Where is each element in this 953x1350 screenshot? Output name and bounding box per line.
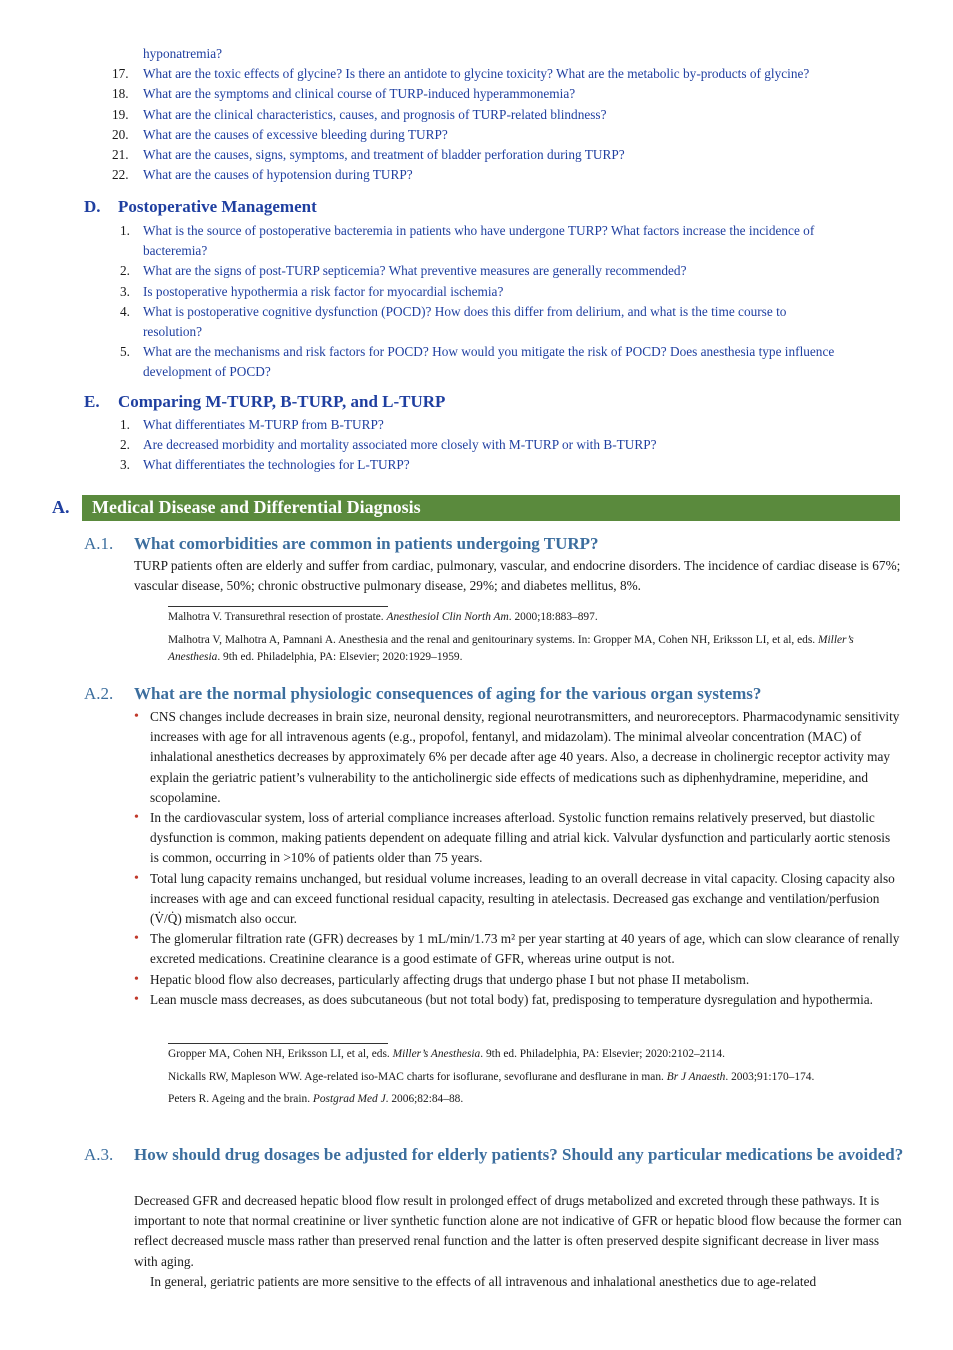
reference-text: Nickalls RW, Mapleson WW. Age-related iso-MAC charts for isoflurane, sevoflurane and desflurane in man.: [168, 1070, 667, 1083]
reference-journal: Postgrad Med J: [312, 1093, 386, 1106]
bullet-icon: •: [134, 971, 139, 987]
reference-item: [168, 632, 900, 667]
question-heading-a2: [84, 682, 904, 705]
question-text: What differentiates M-TURP from B-TURP?: [143, 417, 384, 432]
reference-journal: Miller’s Anesthesia: [168, 633, 854, 664]
question-title: What comorbidities are common in patients undergoing TURP?: [134, 534, 599, 553]
question-heading-a1: [84, 532, 904, 555]
list-item: [112, 105, 902, 125]
question-title: How should drug dosages be adjusted for elderly patients? Should any particular medications be avoided?: [134, 1145, 904, 1164]
question-number: A.1.: [84, 534, 114, 553]
question-text: What are the causes of excessive bleeding during TURP?: [143, 126, 448, 142]
bullet-text: Hepatic blood flow also decreases, particularly affecting drugs that undergo phase I but not phase II metabolism.: [150, 971, 750, 987]
question-number: 3.: [120, 283, 130, 299]
bullet-text: The glomerular filtration rate (GFR) decreases by 1 mL/min/1.73 m² per year starting at 40 years of age, which can slow clearance of renally excreted medications. Creatinine clearance is a good estimate of GFR, whereas urine output is not.: [150, 931, 900, 967]
reference-item: [168, 609, 900, 627]
reference-journal: Anesthesiol Clin North Am: [386, 611, 509, 623]
list-item: [120, 342, 910, 382]
reference-journal: Miller’s Anesthesia: [392, 1048, 481, 1060]
bullet-icon: •: [134, 709, 139, 724]
list-item: [120, 282, 910, 302]
question-number: 18.: [112, 86, 129, 102]
list-item: [134, 707, 902, 808]
list-item: [120, 221, 910, 261]
list-item: [120, 435, 910, 455]
question-continuation: development of POCD?: [143, 364, 271, 380]
list-item: [134, 808, 902, 869]
top-question-list: [112, 44, 902, 185]
answer-paragraph: Decreased GFR and decreased hepatic blood flow result in prolonged effect of drugs metabolized and excreted through these pathways. It is important to note that normal creatinine or liver synthetic function alone are not indicative of GFR or hepatic blood flow because the former can reflect decreased muscle mass rather than preserved renal function and the latter is often preserved despite significant decrease in liver mass with aging.: [134, 1193, 902, 1269]
reference-text: . 2000;18:883–897.: [508, 611, 598, 623]
list-item: [134, 869, 902, 930]
section-d-question-list: [120, 221, 910, 383]
answer-paragraph: TURP patients often are elderly and suffer from cardiac, pulmonary, vascular, and endocrine disorders. The incidence of cardiac disease is 67%; vascular disease, 50%; chronic obstructive pulmonary disease, 29%; and diabetes mellitus, 8%.: [134, 558, 901, 594]
list-item: [120, 455, 910, 475]
list-item: [120, 415, 910, 435]
question-number: 17.: [112, 66, 129, 82]
bullet-list: [134, 707, 902, 1010]
reference-text: Malhotra V. Transurethral resection of prostate.: [168, 611, 387, 623]
reference-text: . 2003;91:170–174.: [725, 1070, 815, 1083]
question-number: A.2.: [84, 684, 114, 703]
reference-text: . 9th ed. Philadelphia, PA: Elsevier; 2020:1929–1959.: [217, 651, 463, 664]
reference-text: . 2006;82:84–88.: [385, 1093, 464, 1106]
question-text: What are the causes, signs, symptoms, and treatment of bladder perforation during TURP?: [143, 147, 625, 163]
reference-text: Peters R. Ageing and the brain.: [168, 1093, 313, 1106]
question-number: 1.: [120, 417, 130, 432]
question-number: [112, 44, 143, 64]
list-item: [112, 64, 902, 84]
question-text: What is the source of postoperative bacteremia in patients who have undergone TURP? What factors increase the incidence of: [143, 223, 815, 238]
bullet-text: In the cardiovascular system, loss of arterial compliance increases afterload. Systolic function remains relatively preserved, but diastolic dysfunction is common, making patients dependent on adequate filling and atrial kick. Valvular dysfunction and particularly aortic stenosis is common, occurring in >10% of patients older than 75 years.: [150, 810, 891, 866]
answer-paragraph: In general, geriatric patients are more sensitive to the effects of all intravenous and inhalational anesthetics due to age-related: [150, 1274, 817, 1289]
question-text: What are the mechanisms and risk factors for POCD? How would you mitigate the risk of POCD? Does anesthesia type influence: [143, 344, 835, 360]
section-e-question-list: [120, 415, 910, 476]
section-letter: A.: [52, 497, 70, 517]
list-item: [134, 990, 902, 1010]
reference-divider: [168, 606, 388, 607]
bullet-icon: •: [134, 810, 139, 826]
bullet-text: CNS changes include decreases in brain size, neuronal density, regional neurotransmitters, and neuroreceptors. Pharmacodynamic sensitivity increases with age for all intravenous agents (e.g., propofol, fentanyl, and midazolam). The minimal alveolar concentration (MAC) of inhalational anesthetics decreases by approximately 6% per decade after age 40 years. Also, a decrease in cholinergic receptor activity may explain the geriatric patient’s vulnerability to the anticholinergic side effects of medications such as diphenhydramine, meperidine, and scopolamine.: [150, 709, 900, 805]
reference-item: [168, 1091, 900, 1109]
reference-text: Gropper MA, Cohen NH, Eriksson LI, et al, eds.: [168, 1048, 393, 1060]
reference-list: [168, 1043, 900, 1114]
question-number: 5.: [120, 344, 130, 360]
question-number: 3.: [120, 457, 130, 473]
list-item: [112, 84, 902, 104]
question-text: What are the signs of post-TURP septicemia? What preventive measures are generally recommended?: [143, 263, 687, 279]
list-item: [112, 145, 902, 165]
section-title: Comparing M-TURP, B-TURP, and L-TURP: [118, 392, 446, 411]
reference-journal: Br J Anaesth: [666, 1070, 726, 1083]
section-title: Postoperative Management: [118, 197, 317, 216]
question-number: 22.: [112, 167, 129, 183]
bullet-text: Total lung capacity remains unchanged, but residual volume increases, leading to an overall decrease in vital capacity. Closing capacity also increases with age and can exceed functional residual capacity, resulting in atelectasis. Decreased gas exchange and ventilation/perfusion (V̇/Q̇) mismatch also occur.: [150, 870, 895, 927]
bullet-icon: •: [134, 931, 139, 947]
question-text: What are the toxic effects of glycine? Is there an antidote to glycine toxicity? What are the metabolic by-products of glycine?: [143, 66, 810, 82]
question-number: 21.: [112, 147, 129, 163]
question-text: hyponatremia?: [143, 46, 223, 61]
reference-text: Malhotra V, Malhotra A, Pamnani A. Anesthesia and the renal and genitourinary systems. In: Gropper MA, Cohen NH, Eriksson LI, et al, eds.: [168, 633, 818, 646]
list-item: [112, 125, 902, 145]
section-letter: D.: [84, 197, 101, 216]
reference-list: [168, 606, 900, 672]
list-item: [112, 165, 902, 185]
bullet-icon: •: [134, 991, 139, 1007]
question-text: Is postoperative hypothermia a risk factor for myocardial ischemia?: [143, 283, 504, 299]
list-item: [120, 302, 910, 342]
list-item: [120, 261, 910, 281]
question-title: What are the normal physiologic consequences of aging for the various organ systems?: [134, 684, 762, 703]
question-number: A.3.: [84, 1145, 114, 1164]
question-number: 19.: [112, 106, 129, 122]
list-item: [112, 44, 902, 64]
reference-item: [168, 1069, 900, 1087]
bullet-text: Lean muscle mass decreases, as does subcutaneous (but not total body) fat, predisposing to temperature dysregulation and hypothermia.: [150, 991, 874, 1007]
section-title: Medical Disease and Differential Diagnosis: [92, 497, 421, 517]
list-item: [134, 929, 902, 969]
question-number: 2.: [120, 437, 130, 453]
section-a-banner: [52, 495, 900, 521]
section-banner-fill: [82, 495, 900, 521]
question-text: What are the clinical characteristics, causes, and prognosis of TURP-related blindness?: [143, 106, 607, 122]
question-heading-a3: [84, 1143, 904, 1166]
section-d-heading: [84, 197, 317, 217]
question-number: 1.: [120, 223, 130, 238]
question-continuation: bacteremia?: [143, 243, 208, 259]
question-number: 4.: [120, 303, 130, 319]
reference-divider: [168, 1043, 388, 1044]
reference-item: [168, 1046, 900, 1064]
question-number: 20.: [112, 126, 129, 142]
question-text: Are decreased morbidity and mortality associated more closely with M-TURP or with B-TURP?: [143, 437, 657, 453]
question-text: What are the symptoms and clinical course of TURP-induced hyperammonemia?: [143, 86, 576, 102]
reference-text: . 9th ed. Philadelphia, PA: Elsevier; 2020:2102–2114.: [480, 1048, 725, 1060]
question-text: What are the causes of hypotension during TURP?: [143, 167, 413, 183]
bullet-icon: •: [134, 870, 139, 886]
section-e-heading: [84, 392, 445, 412]
section-letter: E.: [84, 392, 100, 411]
question-number: 2.: [120, 263, 130, 279]
question-text: What differentiates the technologies for L-TURP?: [143, 457, 410, 473]
list-item: [134, 970, 902, 990]
question-continuation: resolution?: [143, 324, 203, 340]
question-text: What is postoperative cognitive dysfunction (POCD)? How does this differ from delirium, and what is the time course to: [143, 303, 787, 319]
